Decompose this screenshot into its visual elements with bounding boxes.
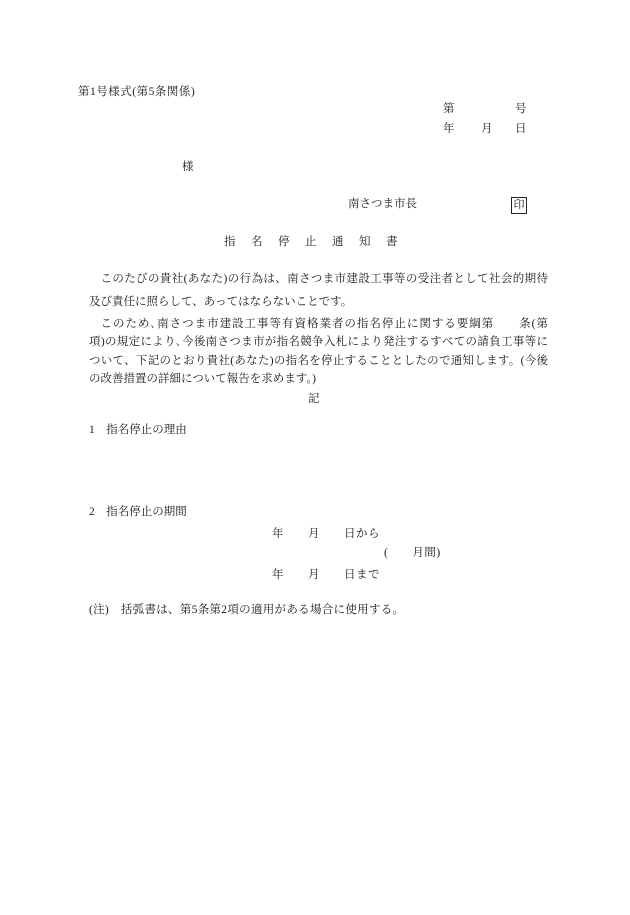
seal-mark: 印	[513, 199, 525, 211]
period-from: 年 月 日から	[272, 528, 380, 540]
section-2-heading: 2 指名停止の期間	[89, 506, 187, 518]
paragraph-2-line-2: 項)の規定により､今後南さつま市が指名競争入札により発注するすべての請負工事等に	[89, 336, 548, 348]
period-duration: ( 月間)	[384, 547, 441, 559]
document-number-suffix: 号	[515, 103, 527, 115]
paragraph-2-line-3: ついて、下記のとおり貴社(あなた)の指名を停止することとしたので通知します。(今後	[89, 355, 548, 367]
document-title: 指 名 停 止 通 知 書	[224, 236, 400, 248]
paragraph-1-line-1: このたびの貴社(あなた)の行為は、南さつま市建設工事等の受注者として社会的期待	[100, 273, 548, 285]
period-to: 年 月 日まで	[272, 569, 380, 581]
issue-date-day: 日	[515, 123, 527, 135]
document-number-prefix: 第	[443, 103, 455, 115]
footnote: (注) 括弧書は、第5条第2項の適用がある場合に使用する。	[89, 604, 405, 616]
issue-date-month: 月	[481, 123, 493, 135]
form-number-label: 第1号様式(第5条関係)	[78, 86, 196, 98]
paragraph-2-line-1: このため､南さつま市建設工事等有資格業者の指名停止に関する要綱第 条(第	[100, 318, 548, 330]
issuer-name: 南さつま市長	[348, 198, 417, 210]
paragraph-2-line-4: の改善措置の詳細について報告を求めます。)	[89, 373, 316, 385]
ki-marker: 記	[308, 393, 320, 405]
addressee-honorific: 様	[182, 161, 194, 173]
issue-date-year: 年	[443, 123, 455, 135]
paragraph-1-line-2: 及び責任に照らして、あってはならないことです。	[89, 296, 353, 308]
section-1-heading: 1 指名停止の理由	[89, 424, 187, 436]
seal-box	[511, 197, 527, 214]
